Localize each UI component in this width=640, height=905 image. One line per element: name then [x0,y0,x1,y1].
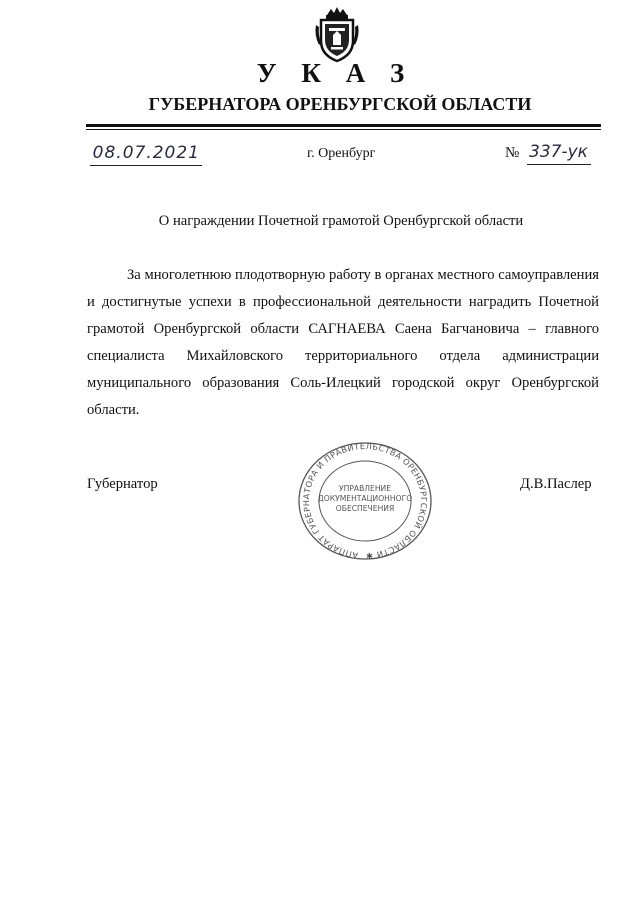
svg-text:ОБЕСПЕЧЕНИЯ: ОБЕСПЕЧЕНИЯ [335,504,395,513]
document-type-heading: У К А З [256,58,414,88]
signatory-name: Д.В.Паслер [520,476,592,492]
svg-text:УПРАВЛЕНИЕ: УПРАВЛЕНИЕ [338,484,392,493]
document-number-label: № [505,145,520,161]
header-rule-thick [86,124,601,127]
document-subject: О награждении Почетной грамотой Оренбургской области [158,213,524,229]
document-city: г. Оренбург [307,146,376,161]
coat-of-arms-icon [313,5,361,63]
svg-text:АППАРАТ ГУБЕРНАТОРА И ПРАВИТЕЛ: АППАРАТ ГУБЕРНАТОРА И ПРАВИТЕЛЬСТВА ОРЕНБУРГСКОЙ ОБЛАСТИ ✱ [300,441,430,561]
signatory-position: Губернатор [87,476,158,492]
document-number: 337-ук [527,141,591,165]
header-rule-thin [86,129,601,130]
official-stamp [297,441,433,561]
document-date: 08.07.2021 [90,142,202,166]
issuer-heading: ГУБЕРНАТОРА ОРЕНБУРГСКОЙ ОБЛАСТИ [148,94,532,114]
svg-text:ДОКУМЕНТАЦИОННОГО: ДОКУМЕНТАЦИОННОГО [317,494,413,503]
document-body: За многолетнюю плодотворную работу в органах местного самоуправления и достигнутые успехи в профессиональной деятельности наградить Почетной грамотой Оренбургской области САГНАЕВА Саена Багчановича – главного специалиста Михайловского территориального отдела администрации муниципального образования Соль-Илецкий городской округ Оренбургской области. [87,267,599,418]
